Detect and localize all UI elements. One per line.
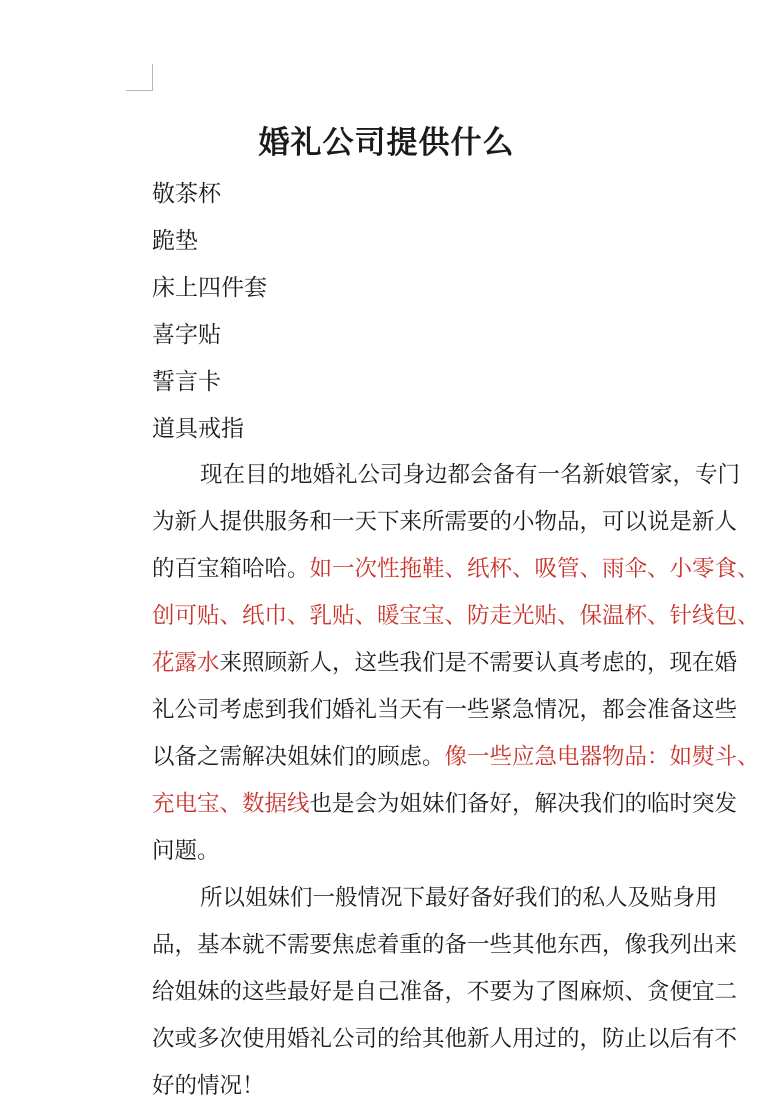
text-run: 以备之需解决姐妹们的顾虑。 [152,744,445,770]
list-item: 誓言卡 [152,369,221,395]
paragraph-line: 礼公司考虑到我们婚礼当天有一些紧急情况，都会准备这些 [152,697,738,723]
list-item: 跪垫 [152,228,198,254]
paragraph-line [152,546,773,593]
paragraph-2 [152,875,773,1110]
page-corner-mark [126,64,153,91]
list-item: 喜字贴 [152,322,221,348]
highlighted-text: 如一次性拖鞋、纸杯、吸管、雨伞、小零食、 [309,556,760,582]
paragraph-line: 次或多次使用婚礼公司的给其他新人用过的，防止以后有不 [152,1026,738,1052]
paragraph-1 [152,452,773,875]
paragraph-line [152,734,773,781]
list-item: 道具戒指 [152,416,244,442]
paragraph-line: 问题。 [152,838,220,864]
text-run: 也是会为姐妹们备好，解决我们的临时突发 [309,791,738,817]
paragraph-line: 好的情况！ [152,1073,265,1099]
text-run: 来照顾新人，这些我们是不需要认真考虑的，现在婚 [219,650,738,676]
highlighted-line: 创可贴、纸巾、乳贴、暖宝宝、防走光贴、保温杯、针线包、 [152,603,760,629]
text-run: 的百宝箱哈哈。 [152,556,310,582]
list-item: 床上四件套 [152,275,267,301]
highlighted-text: 花露水 [152,650,220,676]
paragraph-line: 给姐妹的这些最好是自己准备，不要为了图麻烦、贪便宜二 [152,979,738,1005]
paragraph-line: 现在目的地婚礼公司身边都会备有一名新娘管家，专门 [200,462,741,488]
document-title: 婚礼公司提供什么 [258,124,515,161]
paragraph-line: 所以姐妹们一般情况下最好备好我们的私人及贴身用 [200,885,718,911]
highlighted-text: 像一些应急电器物品：如熨斗、 [444,744,760,770]
paragraph-line: 为新人提供服务和一天下来所需要的小物品，可以说是新人 [152,509,738,535]
paragraph-line: 品，基本就不需要焦虑着重的备一些其他东西，像我列出来 [152,932,738,958]
paragraph-line [152,781,773,828]
paragraph-line [152,640,773,687]
list-item: 敬茶杯 [152,181,221,207]
item-list [152,176,267,458]
highlighted-text: 充电宝、数据线 [152,791,310,817]
